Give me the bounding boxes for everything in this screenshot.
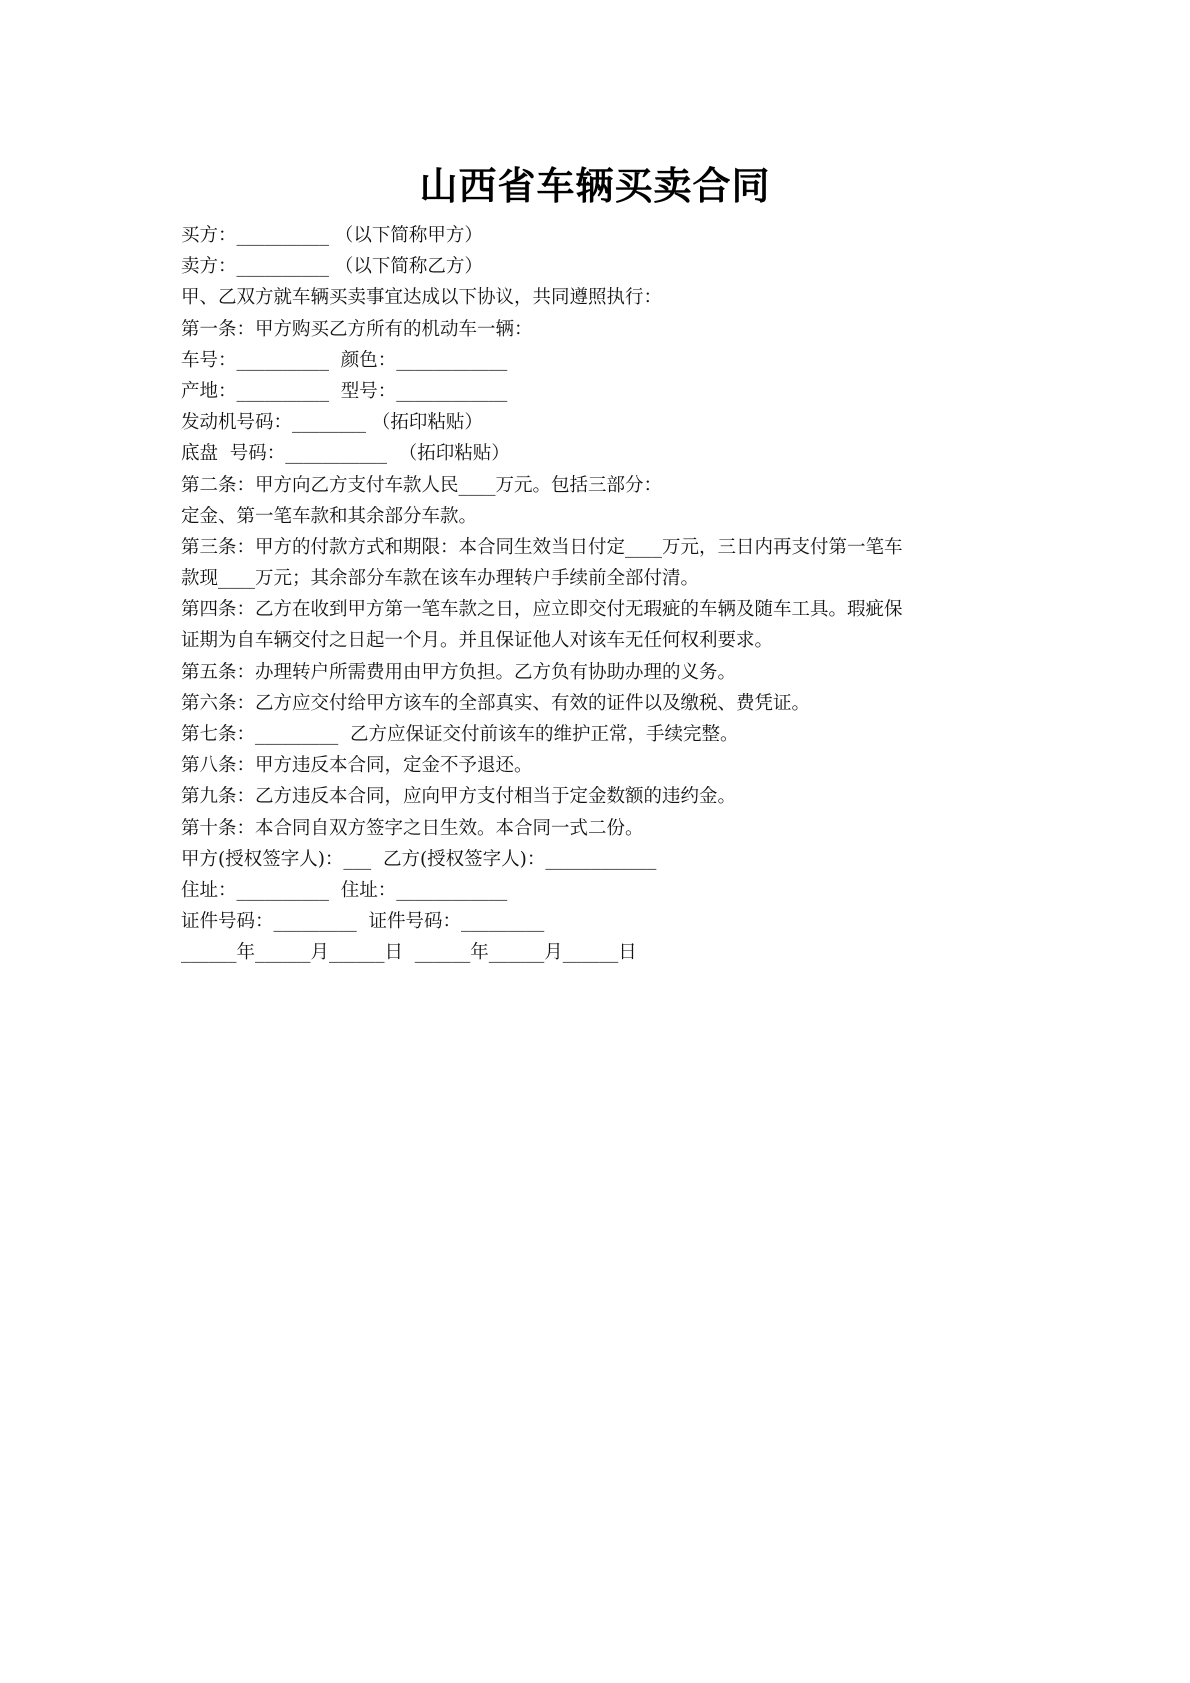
article-8: 第八条：甲方违反本合同，定金不予退还。 — [181, 755, 533, 777]
article-1: 第一条：甲方购买乙方所有的机动车一辆： — [181, 318, 533, 340]
buyer-line: 买方：__________ （以下简称甲方） — [181, 225, 483, 246]
plate-color-line: 车号：__________ 颜色：____________ — [181, 349, 508, 371]
article-4-cont: 证期为自车辆交付之日起一个月。并且保证他人对该车无任何权利要求。 — [181, 630, 774, 652]
document-title: 山西省车辆买卖合同 — [419, 164, 771, 208]
article-3-cont: 款现____万元；其余部分车款在该车办理转户手续前全部付清。 — [181, 568, 700, 590]
article-2-cont: 定金、第一笔车款和其余部分车款。 — [181, 505, 478, 527]
article-6: 第六条：乙方应交付给甲方该车的全部真实、有效的证件以及缴税、费凭证。 — [181, 692, 811, 714]
article-4: 第四条：乙方在收到甲方第一笔车款之日，应立即交付无瑕疵的车辆及随车工具。瑕疵保 — [181, 599, 903, 621]
date-line: ______年______月______日 ______年______月______日 — [181, 942, 637, 964]
seller-line: 卖方：__________ （以下简称乙方） — [181, 256, 483, 278]
origin-model-line: 产地：__________ 型号：____________ — [181, 380, 508, 402]
agreement-intro: 甲、乙双方就车辆买卖事宜达成以下协议，共同遵照执行： — [181, 287, 663, 309]
article-5: 第五条：办理转户所需费用由甲方负担。乙方负有协助办理的义务。 — [181, 661, 737, 683]
article-3: 第三条：甲方的付款方式和期限：本合同生效当日付定____万元，三日内再支付第一笔车 — [181, 536, 903, 558]
article-2: 第二条：甲方向乙方支付车款人民____万元。包括三部分： — [181, 474, 663, 496]
engine-number-line: 发动机号码：________ （拓印粘贴） — [181, 412, 483, 434]
address-line: 住址：__________ 住址：____________ — [181, 879, 508, 901]
article-10: 第十条：本合同自双方签字之日生效。本合同一式二份。 — [181, 817, 644, 839]
article-9: 第九条：乙方违反本合同，应向甲方支付相当于定金数额的违约金。 — [181, 786, 737, 808]
signatories-line: 甲方(授权签字人)：___ 乙方(授权签字人)：____________ — [181, 848, 657, 870]
id-number-line: 证件号码：_________ 证件号码：_________ — [181, 911, 545, 933]
chassis-number-line: 底盘 号码：___________ （拓印粘贴） — [181, 443, 510, 465]
article-7: 第七条：_________ 乙方应保证交付前该车的维护正常，手续完整。 — [181, 724, 739, 745]
contract-body — [181, 220, 1021, 969]
